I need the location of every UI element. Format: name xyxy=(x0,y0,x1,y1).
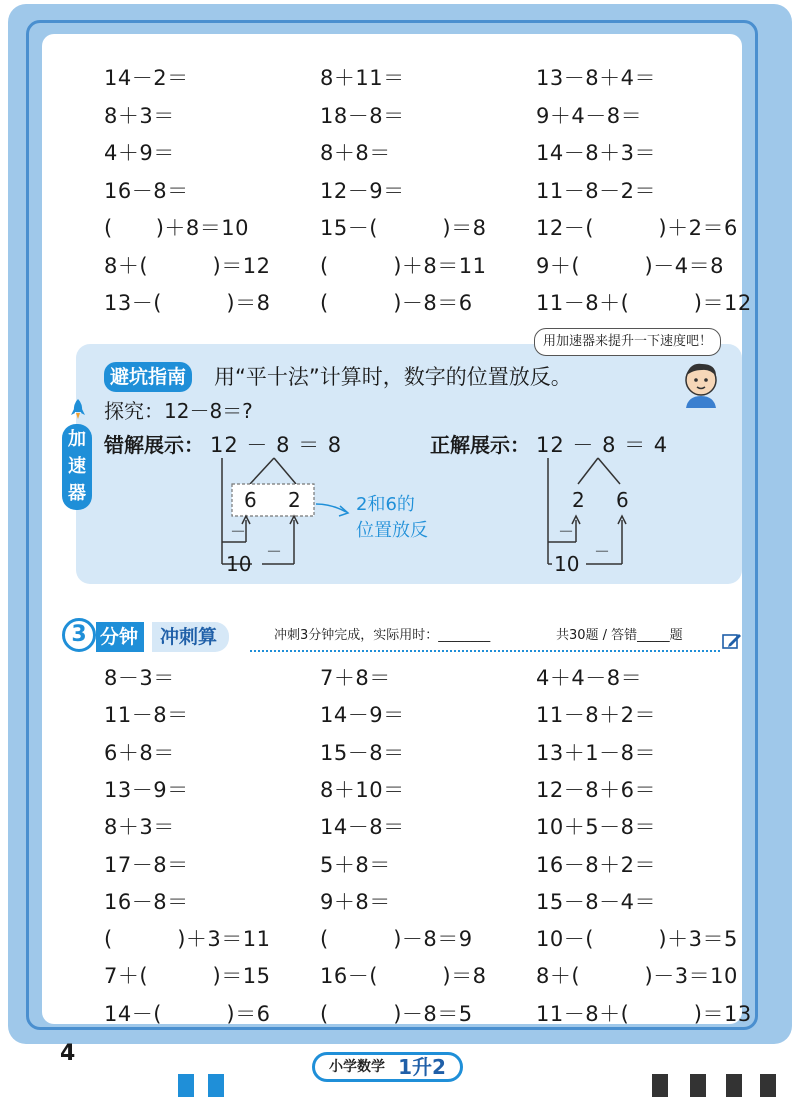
problem-item: 15－8－4＝ xyxy=(536,889,656,914)
problem-item: 12－8＋6＝ xyxy=(536,777,656,802)
problem-item: 5＋8＝ xyxy=(320,852,391,877)
pencil-icon xyxy=(722,632,742,650)
correct-split-left: 2 xyxy=(572,488,585,512)
footer-bar xyxy=(726,1074,742,1097)
problem-item: 13－( )＝8 xyxy=(104,291,271,315)
accelerator-char: 器 xyxy=(68,483,86,504)
problem-item: ( )－8＝6 xyxy=(320,291,473,315)
problem-item: 13－8＋4＝ xyxy=(536,66,656,90)
problem-item: 8＋8＝ xyxy=(320,141,391,165)
footer-book-title xyxy=(312,1052,463,1082)
correct-split-right: 6 xyxy=(616,488,629,512)
section-time-info: 冲刺3分钟完成，实际用时：________ xyxy=(274,628,491,643)
correct-solution-label: 正解展示： xyxy=(430,433,530,457)
footer-bar xyxy=(690,1074,706,1097)
problem-item: 4＋9＝ xyxy=(104,141,175,165)
problem-item: 7＋8＝ xyxy=(320,666,391,690)
problem-item: 14－2＝ xyxy=(104,66,189,90)
problem-item: 9＋4－8＝ xyxy=(536,103,643,128)
explore-question: 探究：12－8＝? xyxy=(104,399,253,423)
problem-item: 11－8＝ xyxy=(104,703,189,728)
problem-item: 16－8＝ xyxy=(104,178,189,203)
note-line: 2和6的 xyxy=(356,494,415,515)
section-count-info: 共30题 / 答错_____题 xyxy=(556,628,683,643)
page-number: 4 xyxy=(60,1041,76,1066)
tip-text: 用“平十法”计算时，数字的位置放反。 xyxy=(214,365,572,389)
problem-item: 8＋( )－3＝10 xyxy=(536,964,738,989)
wrong-minus-inner: － xyxy=(230,522,247,541)
problem-item: ( )＋8＝10 xyxy=(104,216,249,240)
wrong-split-left: 6 xyxy=(244,488,257,512)
problem-item: 14－( )＝6 xyxy=(104,1001,271,1026)
wrong-equation: 12 － 8 ＝ 8 xyxy=(210,433,343,457)
problem-item: 11－8＋( )＝12 xyxy=(536,291,752,315)
footer-bar xyxy=(652,1074,668,1097)
problem-item: 8＋11＝ xyxy=(320,66,405,90)
footer-bar xyxy=(760,1074,776,1097)
correct-minus-outer: － xyxy=(594,542,611,561)
problem-item: 4＋4－8＝ xyxy=(536,666,643,690)
problem-item: 10－( )＋3＝5 xyxy=(536,927,738,952)
correct-equation: 12 － 8 ＝ 4 xyxy=(536,433,669,457)
section-number: 3 xyxy=(62,618,96,652)
note-line: 位置放反 xyxy=(356,520,428,541)
problem-item: 8＋( )＝12 xyxy=(104,253,271,278)
problem-item: 13－9＝ xyxy=(104,777,189,802)
problem-item: 8－3＝ xyxy=(104,666,175,690)
problem-item: ( )－8＝5 xyxy=(320,1001,473,1026)
problem-item: 8＋3＝ xyxy=(104,815,175,840)
problem-item: 14－8＋3＝ xyxy=(536,141,656,165)
problem-item: ( )＋3＝11 xyxy=(104,927,271,952)
problem-item: 15－8＝ xyxy=(320,740,405,765)
wrong-split-right: 2 xyxy=(288,488,301,512)
footer-subject: 小学数学 xyxy=(329,1059,385,1075)
problem-item: 12－( )＋2＝6 xyxy=(536,216,738,240)
problem-item: 14－8＝ xyxy=(320,815,405,840)
wrong-minus-outer: － xyxy=(266,542,283,561)
problem-item: 11－8＋2＝ xyxy=(536,703,656,728)
problem-item: 16－8＝ xyxy=(104,889,189,914)
problem-item: 9＋8＝ xyxy=(320,889,391,914)
problem-item: 8＋10＝ xyxy=(320,777,405,802)
section-divider xyxy=(250,650,720,652)
footer-bar xyxy=(208,1074,224,1097)
correct-ten: 10 xyxy=(554,552,580,576)
footer-grade: 1升2 xyxy=(398,1055,446,1079)
wrong-ten: 10 xyxy=(226,552,252,576)
problem-item: 11－8－2＝ xyxy=(536,178,656,203)
problem-item: 8＋3＝ xyxy=(104,103,175,128)
problem-item: 16－8＋2＝ xyxy=(536,852,656,877)
problem-item: 13＋1－8＝ xyxy=(536,740,656,765)
problem-item: 11－8＋( )＝13 xyxy=(536,1001,752,1026)
problem-item: 7＋( )＝15 xyxy=(104,964,271,989)
problem-item: 6＋8＝ xyxy=(104,740,175,765)
note-swapped xyxy=(356,492,428,544)
problem-item: ( )－8＝9 xyxy=(320,927,473,952)
speech-bubble: 用加速器来提升一下速度吧！ xyxy=(534,328,721,356)
section-title-minutes: 分钟 xyxy=(96,622,144,652)
problem-item: 12－9＝ xyxy=(320,178,405,203)
problem-item: 14－9＝ xyxy=(320,703,405,728)
problem-item: 17－8＝ xyxy=(104,852,189,877)
section-title-sprint: 冲刺算 xyxy=(152,622,229,652)
problem-item: 15－( )＝8 xyxy=(320,216,487,240)
correct-minus-inner: － xyxy=(558,522,575,541)
problem-item: 10＋5－8＝ xyxy=(536,815,656,840)
wrong-solution-label: 错解展示： xyxy=(104,433,204,457)
problem-item: 9＋( )－4＝8 xyxy=(536,253,724,278)
accelerator-char: 速 xyxy=(68,456,86,477)
accelerator-char: 加 xyxy=(68,429,86,450)
tip-badge: 避坑指南 xyxy=(104,362,192,392)
footer-bar xyxy=(178,1074,194,1097)
problem-item: 16－( )＝8 xyxy=(320,964,487,989)
problem-item: 18－8＝ xyxy=(320,103,405,128)
problem-item: ( )＋8＝11 xyxy=(320,253,487,278)
